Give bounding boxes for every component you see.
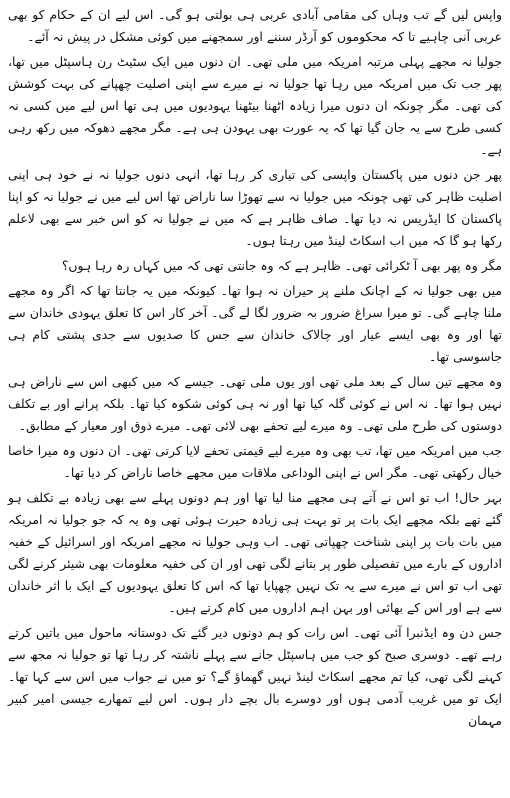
paragraph-8: بہر حال! اب تو اس نے آتے ہی مجھے منا لیا تھا اور ہم دونوں پہلے سے بھی زیادہ بے تکلف ہو گئے تھے بلکہ مجھے ایک بات پر تو بہت ہی زیادہ حیرت ہوئی تھی وہ یہ کہ جو جولیا نہ امریکہ میں بات بات پر اپنی شناخت چھپاتی تھی۔ اب وہی جولیا نہ مجھے امریکہ اور اسرائیل کے خفیہ اداروں کے بارے میں تفصیلی طور پر بتانے لگی تھی اور ان کی خفیہ معلومات بھی شیئر کرنے لگی تھی اب تو اس نے میرے سے یہ تک نہیں چھپایا تھا کہ اس کا تعلق یہودیوں کے ایک با اثر خاندان سے ہے اور اس کے بھائی اور بہن اہم اداروں میں کام کرتے ہیں۔	[8, 490, 502, 615]
paragraph-4: مگر وہ پھر بھی آ ٹکرائی تھی۔ ظاہر ہے کہ وہ جانتی تھی کہ میں کہاں رہ رہا ہوں؟	[61, 258, 502, 273]
paragraph-5: میں بھی جولیا نہ کے اچانک ملنے پر حیران نہ ہوا تھا۔ کیونکہ میں یہ جانتا تھا کہ اگر وہ مجھے ملنا چاہے گی۔ تو میرا سراغ ضرور بہ ضرور لگا لے گی۔ آخر کار اس کا تعلق یہودی خاندان سے تھا اور وہ بھی ایسے عیار اور چالاک خاندان سے جس کا صدیوں سے جدی پشتی کام ہی جاسوسی تھا۔	[8, 283, 502, 364]
paragraph-9: جس دن وہ ایڈنبرا آئی تھی۔ اس رات کو ہم دونوں دیر گئے تک دوستانہ ماحول میں باتیں کرتے رہے تھے۔ دوسری صبح کو جب میں ہاسپٹل جانے سے پہلے ناشتہ کر رہا تھا تو جولیا نہ مجھ سے کہنے لگی تھی، کیا تم مجھے اسکاٹ لینڈ نہیں گھماؤ گے؟ تو میں نے جواب میں اس سے کہا تھا۔ ایک تو میں غریب آدمی ہوں اور دوسرے بال بچے دار ہوں۔ اس لیے تمھارے جیسی امیر کبیر مہمان	[8, 625, 502, 728]
paragraph-3: پھر جن دنوں میں پاکستان واپسی کی تیاری کر رہا تھا، انہی دنوں جولیا نہ نے خود ہی اپنی اصلیت ظاہر کی تھی چونکہ میں جولیا نہ سے تھوڑا سا ناراض تھا اس لیے میں نے جولیا نہ کو اپنا پاکستان کا ایڈریس نہ دیا تھا۔ صاف ظاہر ہے کہ میں نے جولیا نہ کو اس خبر سے بھی لاعلم رکھا ہو گا کہ میں اب اسکاٹ لینڈ میں رہتا ہوں۔	[8, 167, 502, 248]
paragraph-1: واپس لیں گے تب وہاں کی مقامی آبادی عربی ہی بولتی ہو گی۔ اس لیے ان کے حکام کو بھی عربی آنی چاہیے تا کہ محکوموں کو آرڈر سننے اور سمجھنے میں کوئی مشکل در پیش نہ آئے۔	[8, 7, 502, 44]
paragraph-2: جولیا نہ مجھے پہلی مرتبہ امریکہ میں ملی تھی۔ ان دنوں میں ایک سٹیٹ رن ہاسپٹل میں تھا، پھر جب تک میں امریکہ میں رہا تھا جولیا نہ نے میرے سے اپنی اصلیت چھپانے کی بہت کوشش کی تھی۔ مگر چونکہ ان دنوں میرا زیادہ اٹھنا بیٹھنا یہودیوں میں ہی تھا اس لیے میں کسی نہ کسی طرح سے یہ جان گیا تھا کہ یہ عورت بھی یہودن ہی ہے۔ مگر مجھے دھوکہ میں رکھ رہی ہے۔	[8, 54, 502, 157]
paragraph-6: وہ مجھے تین سال کے بعد ملی تھی اور یوں ملی تھی۔ جیسے کہ میں کبھی اس سے ناراض ہی نہیں ہوا تھا۔ نہ اس نے کوئی گلہ کیا تھا اور نہ ہی کوئی شکوہ کیا تھا۔ بلکہ پرانے اور بے تکلف دوستوں کی طرح ملی تھی۔ وہ میرے لیے تحفے بھی لائی تھی۔ میرے ذوق اور معیار کے مطابق۔	[8, 374, 502, 433]
paragraph-7: جب میں امریکہ میں تھا، تب بھی وہ میرے لیے قیمتی تحفے لایا کرتی تھی۔ ان دنوں وہ میرا خاصا خیال رکھتی تھی۔ مگر اس نے اپنی الوداعی ملاقات میں مجھے خاصا ناراض کر دیا تھا۔	[8, 443, 502, 480]
